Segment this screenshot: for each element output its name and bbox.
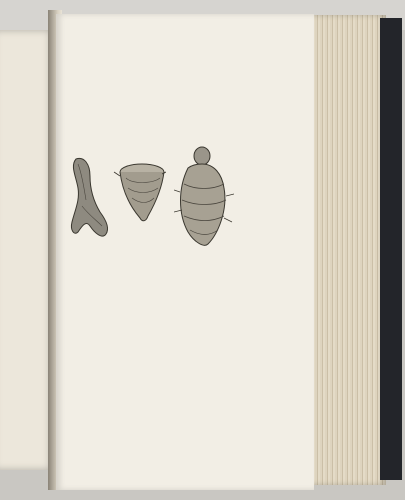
right-page bbox=[56, 14, 314, 490]
figure-curcuma-redonda bbox=[174, 144, 234, 254]
figure-curcuma-oblonga bbox=[66, 154, 166, 249]
page-edges bbox=[310, 15, 386, 485]
book-cover bbox=[380, 18, 402, 480]
page-header bbox=[56, 20, 314, 32]
